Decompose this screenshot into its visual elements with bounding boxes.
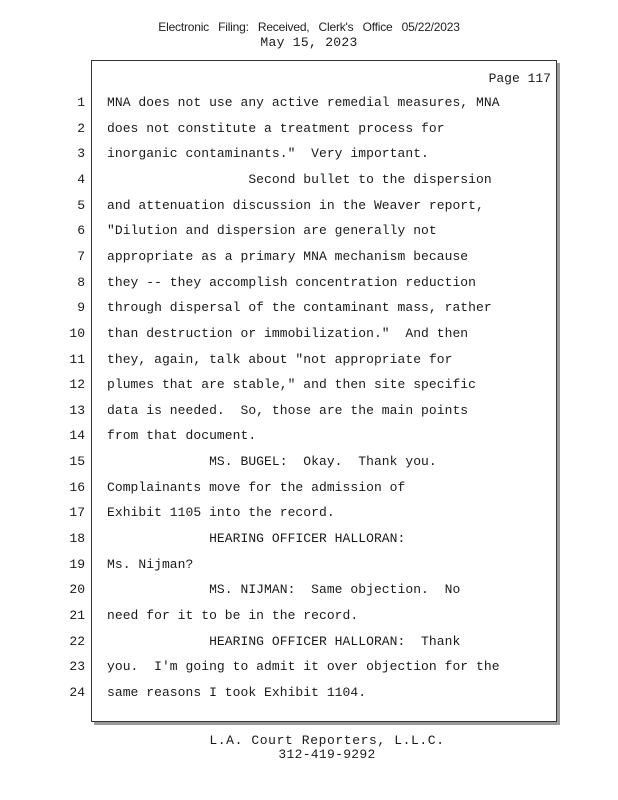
line-number: 23 xyxy=(69,659,85,674)
line-number: 4 xyxy=(77,172,85,187)
line-number: 17 xyxy=(69,505,85,520)
transcript-line: and attenuation discussion in the Weaver report, xyxy=(107,198,484,213)
transcript-line: Complainants move for the admission of xyxy=(107,480,406,495)
transcript-line: through dispersal of the contaminant mass, rather xyxy=(107,300,492,315)
line-number: 10 xyxy=(69,326,85,341)
transcript-line: Ms. Nijman? xyxy=(107,557,194,572)
line-number: 15 xyxy=(69,454,85,469)
line-number: 9 xyxy=(77,300,85,315)
transcript-line: does not constitute a treatment process for xyxy=(107,121,445,136)
line-number: 13 xyxy=(69,403,85,418)
line-number: 18 xyxy=(69,531,85,546)
line-number: 1 xyxy=(77,95,85,110)
line-number: 5 xyxy=(77,198,85,213)
line-number: 20 xyxy=(69,582,85,597)
transcript-line: MS. BUGEL: Okay. Thank you. xyxy=(107,454,437,469)
transcript-line: MNA does not use any active remedial measures, MNA xyxy=(107,95,500,110)
transcript-line: Second bullet to the dispersion xyxy=(107,172,492,187)
transcript-line: appropriate as a primary MNA mechanism because xyxy=(107,249,469,264)
page-number: Page 117 xyxy=(488,71,551,86)
transcript-line: they, again, talk about "not appropriate for xyxy=(107,352,453,367)
transcript-line: "Dilution and dispersion are generally not xyxy=(107,223,437,238)
line-number: 12 xyxy=(69,377,85,392)
transcript-line: data is needed. So, those are the main points xyxy=(107,403,469,418)
line-number: 19 xyxy=(69,557,85,572)
transcript-line: MS. NIJMAN: Same objection. No xyxy=(107,582,461,597)
transcript-line: than destruction or immobilization." And then xyxy=(107,326,469,341)
line-number: 3 xyxy=(77,146,85,161)
transcript-line: Exhibit 1105 into the record. xyxy=(107,505,335,520)
court-reporter-firm: L.A. Court Reporters, L.L.C. xyxy=(209,733,445,748)
line-number: 14 xyxy=(69,428,85,443)
line-number: 6 xyxy=(77,223,85,238)
line-number: 22 xyxy=(69,634,85,649)
line-number: 16 xyxy=(69,480,85,495)
line-number: 8 xyxy=(77,275,85,290)
transcript-line: from that document. xyxy=(107,428,257,443)
transcript-line: they -- they accomplish concentration reduction xyxy=(107,275,477,290)
line-number: 24 xyxy=(69,685,85,700)
transcript-date: May 15, 2023 xyxy=(260,35,358,50)
line-number: 11 xyxy=(69,352,85,367)
transcript-line: inorganic contaminants." Very important. xyxy=(107,146,429,161)
line-number: 21 xyxy=(69,608,85,623)
filing-stamp: Electronic Filing: Received, Clerk's Office 05/22/2023 xyxy=(158,20,460,34)
transcript-line: need for it to be in the record. xyxy=(107,608,359,623)
court-reporter-phone: 312-419-9292 xyxy=(278,747,376,762)
transcript-line: HEARING OFFICER HALLORAN: xyxy=(107,531,406,546)
line-number: 2 xyxy=(77,121,85,136)
transcript-line: you. I'm going to admit it over objection for the xyxy=(107,659,500,674)
transcript-line: same reasons I took Exhibit 1104. xyxy=(107,685,367,700)
transcript-line: HEARING OFFICER HALLORAN: Thank xyxy=(107,634,461,649)
transcript-line: plumes that are stable," and then site specific xyxy=(107,377,477,392)
line-number: 7 xyxy=(77,249,85,264)
